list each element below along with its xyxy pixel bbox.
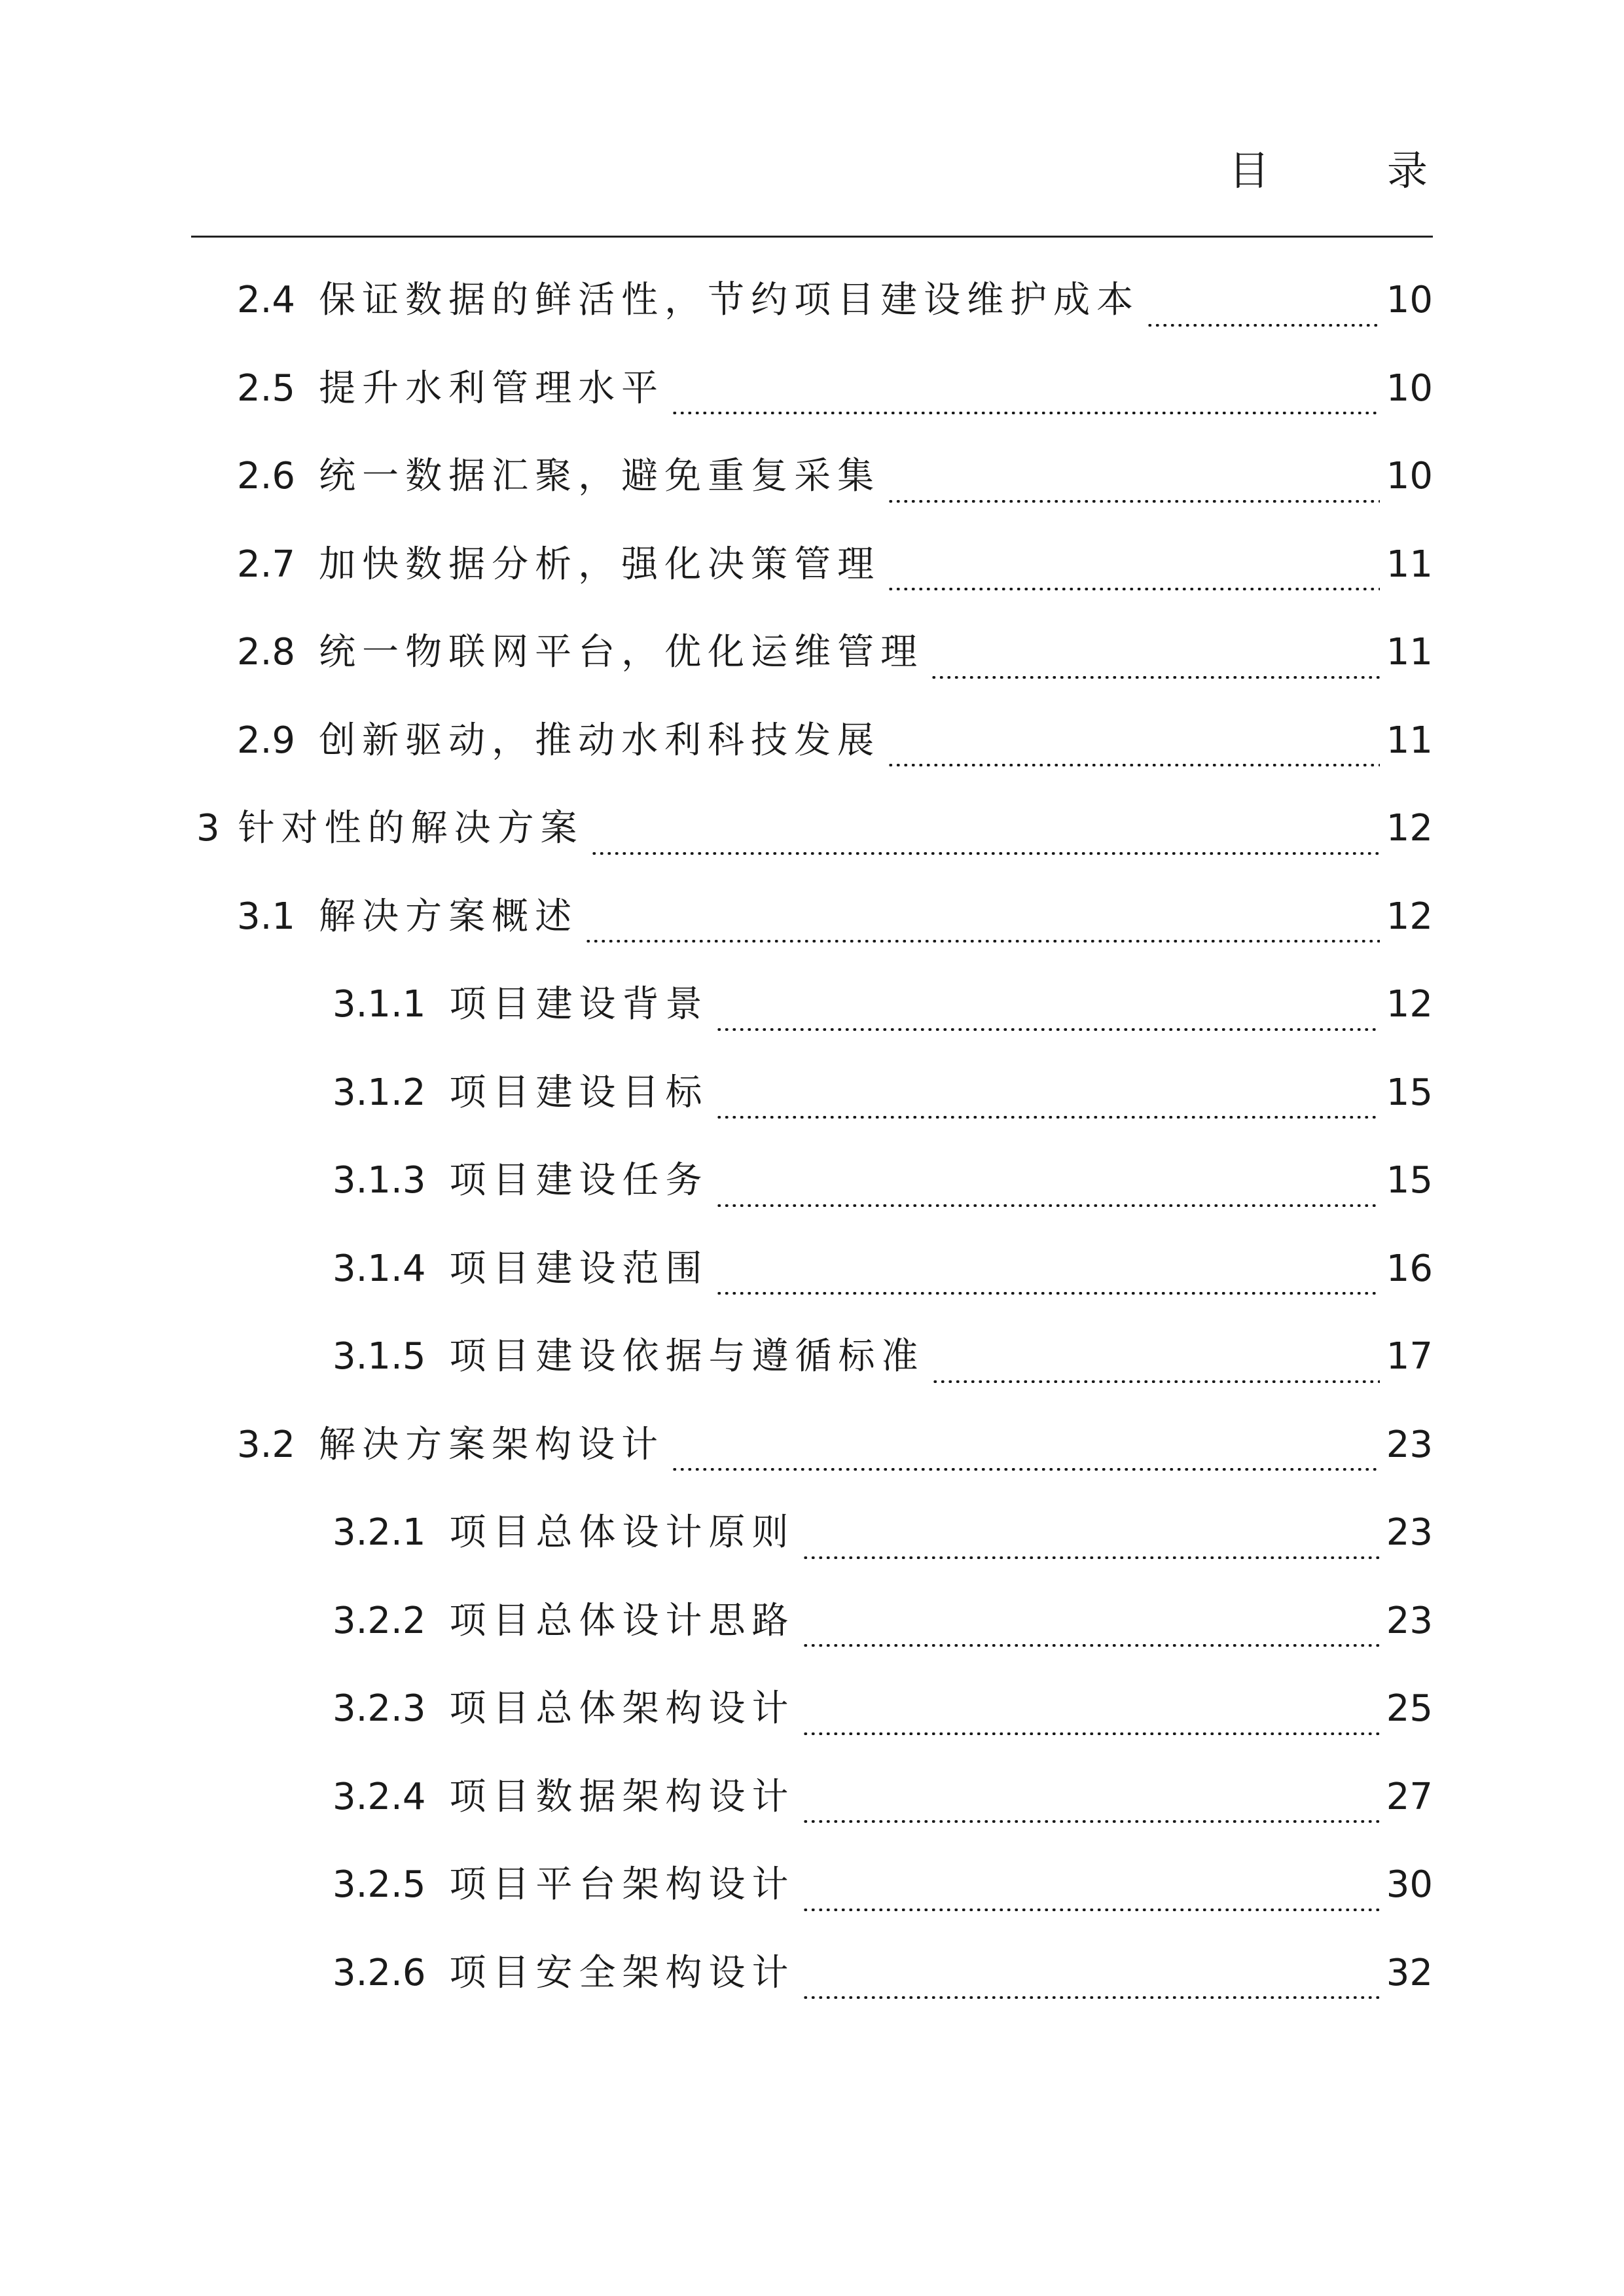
- toc-entry-number: 3.2.1: [333, 1511, 426, 1554]
- table-of-contents: [0, 257, 1624, 2017]
- toc-entry-page-number: 32: [1386, 1951, 1433, 1994]
- toc-dot-leader: [802, 1820, 1380, 1823]
- toc-entry-number: 3.1: [237, 895, 296, 938]
- toc-dot-leader: [585, 940, 1380, 942]
- toc-entry[interactable]: [0, 1225, 1624, 1314]
- toc-entry-page-number: 17: [1386, 1335, 1433, 1378]
- toc-entry-title: 统一物联网平台，优化运维管理: [319, 631, 924, 674]
- toc-entry-number: 3.2.2: [333, 1599, 426, 1642]
- toc-entry-page-number: 23: [1386, 1423, 1433, 1466]
- toc-dot-leader: [930, 676, 1380, 679]
- toc-dot-leader: [715, 1204, 1380, 1207]
- toc-entry[interactable]: [0, 521, 1624, 609]
- toc-entry-number: 3: [196, 807, 220, 850]
- toc-entry-number: 2.9: [237, 719, 296, 762]
- toc-entry-number: 2.4: [237, 279, 296, 322]
- toc-entry-title: 项目安全架构设计: [449, 1951, 795, 1994]
- toc-entry[interactable]: [0, 961, 1624, 1049]
- toc-dot-leader: [887, 764, 1380, 766]
- toc-entry-title: 项目建设范围: [449, 1247, 709, 1290]
- toc-dot-leader: [802, 1556, 1380, 1559]
- toc-entry-page-number: 23: [1386, 1511, 1433, 1554]
- toc-entry[interactable]: [0, 1929, 1624, 2018]
- toc-entry-number: 3.2.5: [333, 1863, 426, 1907]
- toc-entry-page-number: 10: [1386, 367, 1433, 410]
- toc-entry-page-number: 11: [1386, 719, 1433, 762]
- toc-entry-number: 2.5: [237, 367, 296, 410]
- toc-dot-leader: [671, 412, 1380, 414]
- toc-entry-number: 2.8: [237, 631, 296, 674]
- toc-entry-number: 3.1.4: [333, 1247, 426, 1290]
- toc-entry-number: 3.2.4: [333, 1775, 426, 1818]
- toc-entry-title: 项目平台架构设计: [449, 1863, 795, 1907]
- toc-entry[interactable]: [0, 609, 1624, 697]
- toc-dot-leader: [802, 1644, 1380, 1647]
- toc-entry-page-number: 12: [1386, 895, 1433, 938]
- toc-dot-leader: [931, 1380, 1380, 1383]
- toc-entry[interactable]: [0, 873, 1624, 961]
- toc-entry-title: 创新驱动，推动水利科技发展: [319, 719, 881, 762]
- toc-entry-page-number: 27: [1386, 1775, 1433, 1818]
- toc-entry-number: 3.2: [237, 1423, 296, 1466]
- toc-entry-number: 3.1.2: [333, 1071, 426, 1114]
- toc-entry[interactable]: [0, 257, 1624, 345]
- toc-entry-title: 保证数据的鲜活性，节约项目建设维护成本: [319, 279, 1140, 322]
- toc-entry[interactable]: [0, 1665, 1624, 1753]
- toc-entry-number: 3.1.1: [333, 983, 426, 1026]
- toc-entry[interactable]: [0, 1753, 1624, 1842]
- toc-entry-title: 统一数据汇聚，避免重复采集: [319, 455, 881, 498]
- toc-entry-page-number: 23: [1386, 1599, 1433, 1642]
- toc-dot-leader: [715, 1028, 1380, 1031]
- toc-entry-title: 项目建设目标: [449, 1071, 709, 1114]
- toc-entry[interactable]: [0, 785, 1624, 873]
- toc-entry-page-number: 11: [1386, 543, 1433, 586]
- toc-entry-page-number: 10: [1386, 279, 1433, 322]
- toc-dot-leader: [887, 500, 1380, 503]
- toc-entry-title: 项目总体设计思路: [449, 1599, 795, 1642]
- toc-entry-number: 3.1.3: [333, 1159, 426, 1202]
- toc-entry-title: 解决方案概述: [319, 895, 579, 938]
- toc-entry-page-number: 12: [1386, 807, 1433, 850]
- toc-entry-title: 项目总体架构设计: [449, 1687, 795, 1731]
- toc-entry-number: 3.1.5: [333, 1335, 426, 1378]
- toc-entry-title: 项目数据架构设计: [449, 1775, 795, 1818]
- toc-entry[interactable]: [0, 1841, 1624, 1929]
- toc-entry[interactable]: [0, 1049, 1624, 1138]
- toc-entry[interactable]: [0, 345, 1624, 433]
- toc-entry-title: 项目总体设计原则: [449, 1511, 795, 1554]
- toc-entry-number: 2.7: [237, 543, 296, 586]
- toc-dot-leader: [802, 1909, 1380, 1911]
- toc-entry-page-number: 11: [1386, 631, 1433, 674]
- header-divider: [191, 236, 1433, 238]
- toc-entry-page-number: 30: [1386, 1863, 1433, 1907]
- toc-dot-leader: [715, 1116, 1380, 1119]
- toc-entry-title: 加快数据分析，强化决策管理: [319, 543, 881, 586]
- toc-entry-title: 解决方案架构设计: [319, 1423, 665, 1466]
- toc-entry[interactable]: [0, 1577, 1624, 1666]
- toc-entry-page-number: 10: [1386, 455, 1433, 498]
- toc-entry-page-number: 16: [1386, 1247, 1433, 1290]
- toc-entry-page-number: 12: [1386, 983, 1433, 1026]
- toc-entry-number: 3.2.3: [333, 1687, 426, 1731]
- toc-entry[interactable]: [0, 1137, 1624, 1225]
- toc-dot-leader: [887, 588, 1380, 590]
- toc-entry-title: 项目建设依据与遵循标准: [449, 1335, 925, 1378]
- toc-entry-number: 3.2.6: [333, 1951, 426, 1994]
- toc-dot-leader: [671, 1468, 1380, 1471]
- toc-entry-title: 针对性的解决方案: [238, 807, 584, 850]
- toc-entry-page-number: 15: [1386, 1159, 1433, 1202]
- toc-dot-leader: [715, 1292, 1380, 1295]
- toc-entry-number: 2.6: [237, 455, 296, 498]
- toc-entry[interactable]: [0, 1313, 1624, 1401]
- toc-dot-leader: [1146, 324, 1380, 327]
- toc-dot-leader: [590, 852, 1380, 855]
- toc-entry[interactable]: [0, 433, 1624, 521]
- toc-dot-leader: [802, 1996, 1380, 1999]
- toc-entry-title: 项目建设背景: [449, 983, 709, 1026]
- toc-entry[interactable]: [0, 1401, 1624, 1490]
- page-header-title: 目 录: [1229, 147, 1480, 194]
- toc-dot-leader: [802, 1732, 1380, 1735]
- toc-entry-page-number: 25: [1386, 1687, 1433, 1731]
- toc-entry-title: 提升水利管理水平: [319, 367, 665, 410]
- toc-entry-page-number: 15: [1386, 1071, 1433, 1114]
- toc-entry[interactable]: [0, 1489, 1624, 1577]
- toc-entry[interactable]: [0, 697, 1624, 785]
- toc-entry-title: 项目建设任务: [449, 1159, 709, 1202]
